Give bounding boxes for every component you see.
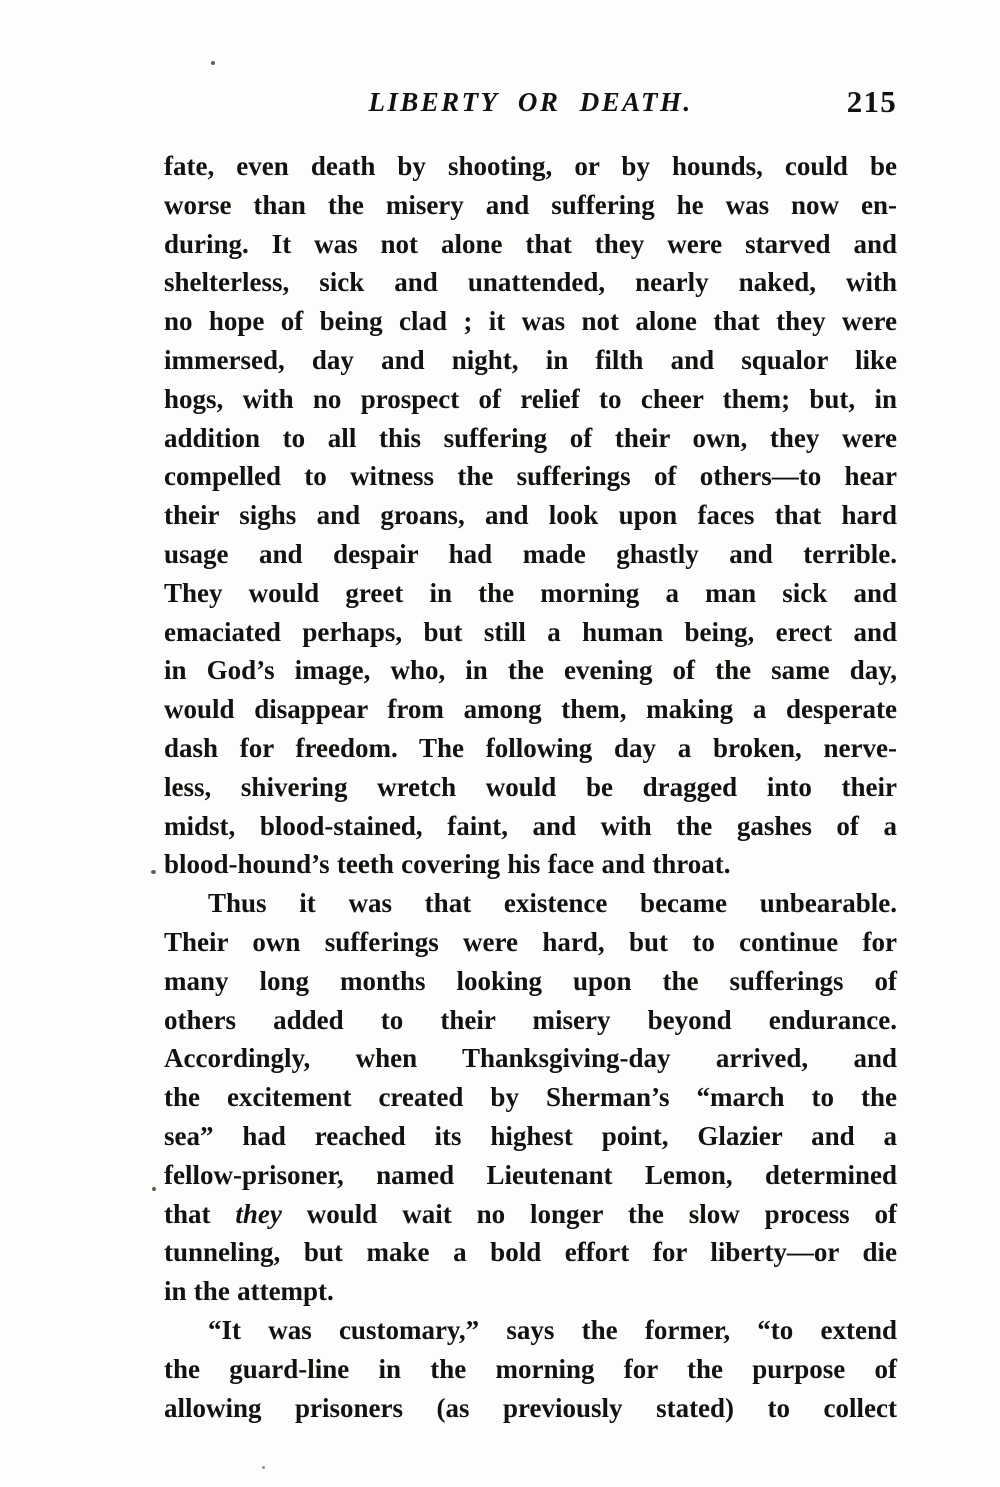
text-line — [164, 1272, 897, 1311]
text-segment: others added to their misery beyond endurance. — [164, 1004, 897, 1035]
text-line — [164, 457, 897, 496]
scan-speck — [262, 1466, 265, 1469]
text-line — [164, 535, 897, 574]
scan-speck — [151, 870, 156, 874]
text-line — [164, 302, 897, 341]
text-segment: fate, even death by shooting, or by hounds, could be — [164, 151, 897, 181]
text-line — [164, 1078, 897, 1117]
page-body — [164, 147, 897, 1427]
text-line — [164, 341, 897, 380]
text-line — [164, 1039, 897, 1078]
italic-word: they — [235, 1198, 282, 1229]
text-segment: worse than the misery and suffering he was now en- — [164, 189, 897, 220]
text-segment: immersed, day and night, in filth and squalor like — [164, 344, 897, 375]
text-line — [164, 419, 897, 458]
text-line — [164, 263, 897, 302]
text-segment: Accordingly, when Thanksgiving-day arrived, and — [164, 1043, 897, 1074]
text-line — [164, 962, 897, 1001]
text-line — [164, 1195, 897, 1234]
text-line — [164, 613, 897, 652]
text-segment: emaciated perhaps, but still a human being, erect and — [164, 616, 897, 647]
text-line — [164, 1117, 897, 1156]
text-line — [164, 923, 897, 962]
text-line — [164, 1311, 897, 1350]
text-segment: no hope of being clad ; it was not alone that they were — [164, 306, 897, 337]
text-line — [164, 1389, 897, 1428]
text-segment: the guard-line in the morning for the purpose of — [164, 1353, 897, 1384]
text-line — [164, 1001, 897, 1040]
text-line — [164, 186, 897, 225]
text-line — [164, 884, 897, 923]
text-segment: their sighs and groans, and look upon faces that hard — [164, 500, 897, 531]
text-segment: the excitement created by Sherman’s “march to the — [164, 1082, 897, 1113]
text-segment: in God’s image, who, in the evening of the same day, — [164, 655, 897, 686]
text-line — [164, 651, 897, 690]
paragraph — [164, 884, 897, 1311]
text-segment: less, shivering wretch would be dragged into their — [164, 771, 897, 802]
running-title: LIBERTY OR DEATH. — [368, 87, 693, 117]
text-line — [164, 729, 897, 768]
text-segment: hogs, with no prospect of relief to cheer them; but, in — [164, 383, 897, 414]
text-segment: usage and despair had made ghastly and terrible. — [164, 538, 897, 569]
text-segment: in the attempt. — [164, 1276, 334, 1307]
text-line — [164, 845, 897, 884]
page-number: 215 — [846, 84, 897, 119]
text-segment: fellow-prisoner, named Lieutenant Lemon, determined — [164, 1159, 897, 1190]
text-segment: that — [164, 1198, 236, 1229]
text-segment: compelled to witness the sufferings of others—to hear — [164, 461, 897, 492]
text-segment: blood-hound’s teeth covering his face and throat. — [164, 849, 731, 880]
text-segment: tunneling, but make a bold effort for liberty—or die — [164, 1237, 897, 1268]
paragraph — [164, 1311, 897, 1427]
text-segment: dash for freedom. The following day a broken, nerve- — [164, 732, 897, 763]
text-line — [164, 380, 897, 419]
text-segment: midst, blood-stained, faint, and with the gashes of a — [164, 810, 897, 841]
text-segment: during. It was not alone that they were starved and — [164, 228, 897, 259]
text-line — [164, 1350, 897, 1389]
text-segment: shelterless, sick and unattended, nearly naked, with — [164, 267, 897, 298]
text-line — [164, 496, 897, 535]
text-segment: allowing prisoners (as previously stated) to collect — [164, 1392, 897, 1423]
text-line — [164, 574, 897, 613]
scan-speck — [152, 1187, 156, 1191]
text-line — [164, 1233, 897, 1272]
text-line — [164, 768, 897, 807]
text-segment: would disappear from among them, making a desperate — [164, 694, 897, 725]
text-line — [164, 807, 897, 846]
text-line — [164, 1156, 897, 1195]
text-segment: Thus it was that existence became unbearable. — [208, 888, 897, 919]
text-segment: sea” had reached its highest point, Glazier and a — [164, 1120, 897, 1151]
text-segment: would wait no longer the slow process of — [281, 1198, 897, 1229]
scan-speck — [211, 61, 215, 65]
text-segment: “It was customary,” says the former, “to extend — [208, 1314, 897, 1345]
text-segment: addition to all this suffering of their own, they were — [164, 422, 897, 453]
paragraph — [164, 147, 897, 884]
text-line — [164, 690, 897, 729]
text-segment: Their own sufferings were hard, but to continue for — [164, 926, 897, 957]
text-line — [164, 225, 897, 264]
page-header — [164, 84, 897, 124]
text-segment: They would greet in the morning a man sick and — [164, 577, 897, 608]
text-segment: many long months looking upon the sufferings of — [164, 965, 897, 996]
text-line — [164, 147, 897, 186]
